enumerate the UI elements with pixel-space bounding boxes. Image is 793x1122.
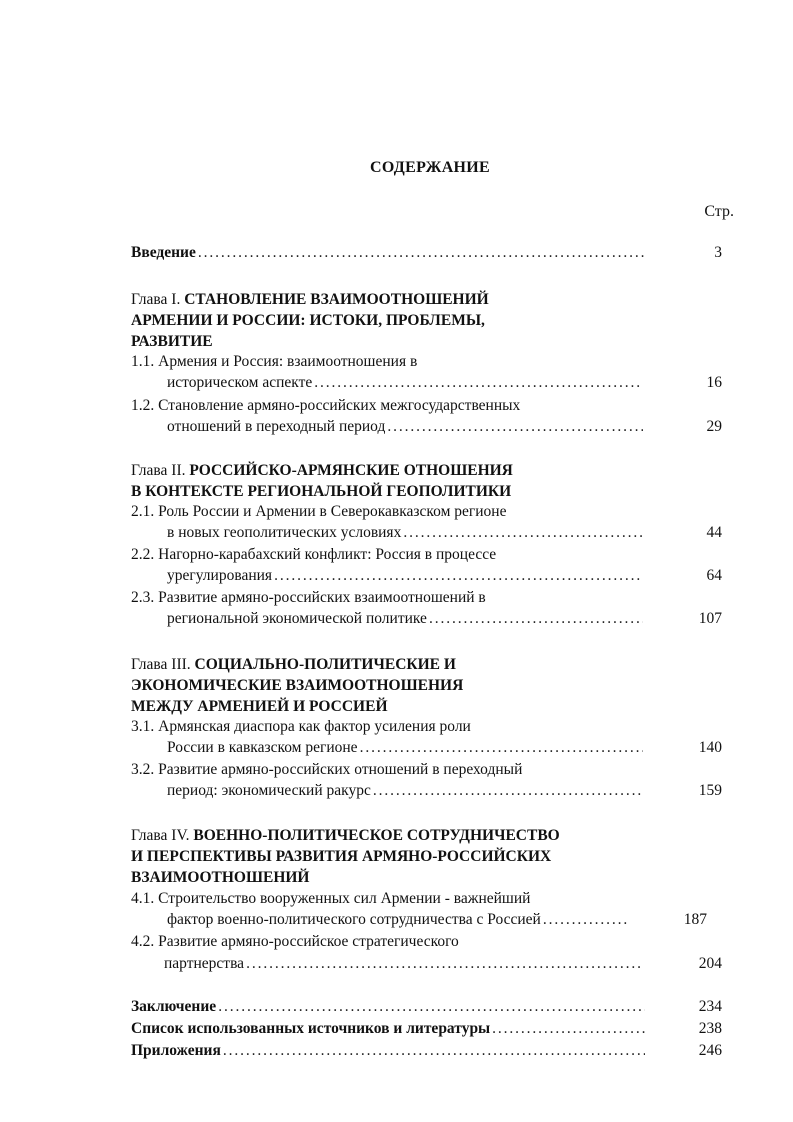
leader-dots [223, 1042, 645, 1060]
chapter-3-heading[interactable] [131, 654, 463, 717]
toc-entry-label: Приложения [131, 1042, 221, 1059]
leader-dots [246, 955, 643, 973]
page-column-label: Стр. [704, 203, 734, 220]
section-title-line: 1.1. Армения и Россия: взаимоотношения в [131, 353, 418, 370]
chapter-title-line: В КОНТЕКСТЕ РЕГИОНАЛЬНОЙ ГЕОПОЛИТИКИ [131, 483, 512, 500]
toc-entry-3-1[interactable] [167, 739, 645, 757]
toc-entry-intro[interactable] [131, 244, 647, 262]
chapter-4-heading[interactable] [131, 825, 560, 888]
chapter-label: Глава I. [131, 291, 181, 308]
toc-page-number: 64 [706, 567, 722, 584]
toc-entry-1-2[interactable] [167, 418, 645, 436]
toc-entry-4-2[interactable] [164, 955, 645, 973]
section-title-line: историческом аспекте [167, 374, 313, 391]
leader-dots [429, 610, 643, 628]
chapter-title-line: МЕЖДУ АРМЕНИЕЙ И РОССИЕЙ [131, 698, 388, 715]
chapter-title-line: ЭКОНОМИЧЕСКИЕ ВЗАИМООТНОШЕНИЯ [131, 677, 464, 694]
toc-page-number: 29 [706, 418, 722, 435]
chapter-title-line: АРМЕНИИ И РОССИИ: ИСТОКИ, ПРОБЛЕМЫ, [131, 312, 485, 329]
toc-page-number: 159 [698, 782, 722, 799]
toc-entry-appendices[interactable] [131, 1042, 647, 1060]
section-title-line: 2.1. Роль России и Армении в Северокавказском регионе [131, 503, 507, 520]
leader-dots [543, 911, 627, 929]
leader-dots [387, 418, 643, 436]
chapter-title-line: ВОЕННО-ПОЛИТИЧЕСКОЕ СОТРУДНИЧЕСТВО [193, 827, 560, 844]
leader-dots [274, 567, 643, 585]
section-title-line: период: экономический ракурс [167, 782, 371, 799]
chapter-label: Глава II. [131, 462, 186, 479]
section-title-line: партнерства [164, 955, 245, 972]
chapter-title-line: РОССИЙСКО-АРМЯНСКИЕ ОТНОШЕНИЯ [189, 462, 513, 479]
section-title-line: отношений в переходный период [167, 418, 386, 435]
section-title-line: в новых геополитических условиях [167, 524, 402, 541]
chapter-label: Глава III. [131, 656, 191, 673]
chapter-title-line: СОЦИАЛЬНО-ПОЛИТИЧЕСКИЕ И [194, 656, 456, 673]
leader-dots [403, 524, 643, 542]
leader-dots [373, 782, 643, 800]
chapter-title-line: РАЗВИТИЕ [131, 333, 213, 350]
toc-page-number: 140 [698, 739, 722, 756]
toc-entry-label: Список использованных источников и литературы [131, 1020, 491, 1037]
toc-entry-1-1[interactable] [167, 374, 645, 392]
toc-page-number: 246 [698, 1042, 722, 1059]
chapter-title-line: СТАНОВЛЕНИЕ ВЗАИМООТНОШЕНИЙ [184, 291, 489, 308]
chapter-title-line: ВЗАИМООТНОШЕНИЙ [131, 869, 310, 886]
section-title-line: 2.3. Развитие армяно-российских взаимоотношений в [131, 589, 486, 606]
chapter-label: Глава IV. [131, 827, 190, 844]
toc-page-number: 107 [698, 610, 722, 627]
page-title: СОДЕРЖАНИЕ [369, 159, 491, 176]
chapter-1-heading[interactable] [131, 289, 489, 352]
toc-page-number: 238 [698, 1020, 722, 1037]
section-title-line: 2.2. Нагорно-карабахский конфликт: Россия в процессе [131, 546, 497, 563]
section-title-line: 3.2. Развитие армяно-российских отношений в переходный [131, 761, 523, 778]
toc-entry-label: Введение [131, 244, 196, 261]
chapter-title-line: И ПЕРСПЕКТИВЫ РАЗВИТИЯ АРМЯНО-РОССИЙСКИХ [131, 848, 552, 865]
toc-entry-conclusion[interactable] [131, 998, 647, 1016]
section-title-line: фактор военно-политического сотрудничества с Россией [167, 911, 541, 928]
section-title-line: 4.1. Строительство вооруженных сил Армении - важнейший [131, 890, 531, 907]
section-title-line: 4.2. Развитие армяно-российское стратегического [131, 933, 459, 950]
leader-dots [218, 998, 645, 1016]
leader-dots [198, 244, 645, 262]
section-title-line: урегулирования [167, 567, 273, 584]
leader-dots [492, 1020, 645, 1038]
toc-entry-label: Заключение [131, 998, 217, 1015]
toc-entry-2-1[interactable] [167, 524, 645, 542]
section-title-line: 1.2. Становление армяно-российских межгосударственных [131, 397, 521, 414]
toc-entry-4-1[interactable] [167, 911, 629, 929]
section-title-line: 3.1. Армянская диаспора как фактор усиления роли [131, 718, 471, 735]
leader-dots [314, 374, 643, 392]
toc-page-number: 187 [683, 911, 707, 928]
toc-page-number: 204 [698, 955, 722, 972]
toc-page-number: 44 [706, 524, 722, 541]
toc-entry-bibliography[interactable] [131, 1020, 647, 1038]
toc-page-number: 234 [698, 998, 722, 1015]
section-title-line: России в кавказском регионе [167, 739, 358, 756]
toc-page-number: 3 [714, 244, 722, 261]
section-title-line: региональной экономической политике [167, 610, 427, 627]
toc-entry-2-2[interactable] [167, 567, 645, 585]
leader-dots [360, 739, 643, 757]
chapter-2-heading[interactable] [131, 460, 513, 502]
toc-entry-3-2[interactable] [167, 782, 645, 800]
toc-entry-2-3[interactable] [167, 610, 645, 628]
toc-page-number: 16 [706, 374, 722, 391]
